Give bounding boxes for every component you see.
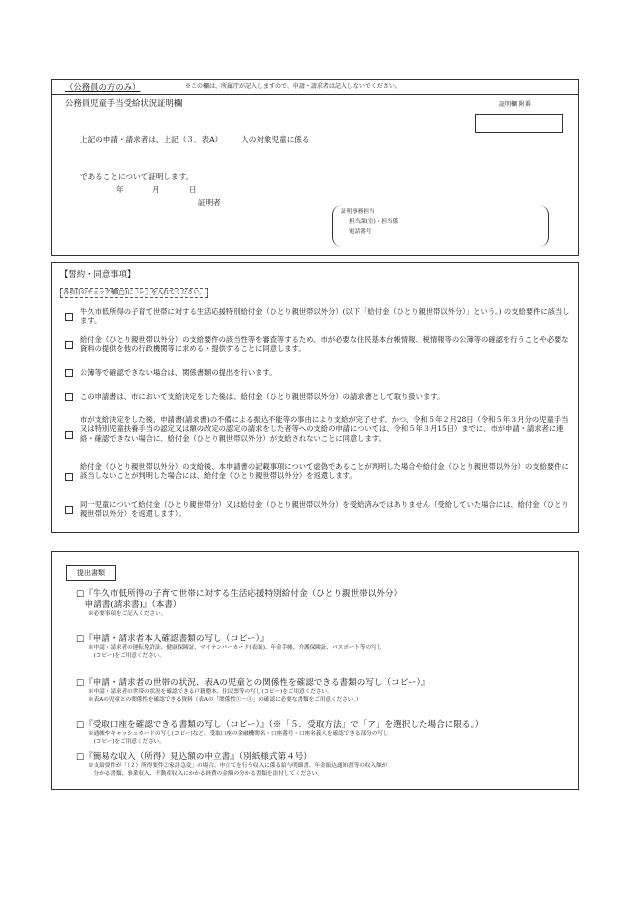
pledge-item-text: 市が支給決定をした後、申請書(請求書)の不備による振込不能等の事由により支給が完了せず、かつ、令和５年２月28日（令和５年３月分の児童手当又は特別児童扶養手当の認定又は額の改定の認定の請求をした者等への支給の申請については、令和５年３月15日）までに、市が申請・請求者に連絡・確認できない場合に、給付金（ひとり親世帯以外分）が支給されないことに同意します。 (80, 415, 569, 443)
doc-item (76, 634, 382, 660)
pledge-checkbox[interactable] (65, 431, 73, 439)
pledge-section (51, 262, 579, 533)
official-header-label: （公務員の方のみ） (65, 82, 141, 92)
doc-item-note: ※支給要件が「（２）所得要件②家計急変」の場合、申立てを行う収入に係る給与明細書、年金振込通知書等の収入額が (88, 763, 388, 769)
contact-dept: 担当課(室)・担当係 (349, 219, 399, 225)
doc-item-title-cont: 申請書(請求書)』（本書） (76, 600, 182, 610)
pledge-checkbox[interactable] (65, 473, 73, 481)
doc-item-note: 分かる書類、事業収入、不動産収入にかかる経費の金額の分かる書類を添付してください。 (88, 770, 323, 777)
submission-documents-section (51, 551, 579, 790)
doc-item-title: □『受取口座を確認できる書類の写し（コピー）』（※「５．受取方法」で「ア」を選択した場合に限る。） (76, 720, 484, 730)
doc-item-title: □『簡易な収入（所得）見込額の申立書』（別紙様式第４号） (76, 752, 312, 762)
contact-title: 証明事務担当 (341, 209, 375, 215)
official-line-2: であることについて証明します。 (80, 172, 194, 181)
date-month: 月 (152, 185, 160, 194)
doc-item-title: □『申請・請求者の世帯の状況、表Aの児童との関係性を確認できる書類の写し（コピー）』 (76, 678, 430, 688)
contact-phone: 電話番号 (349, 229, 372, 235)
doc-item-note: ※表Aの児童との関係性を確認できる資料（表Aの「関係性①～④」の確認に必要な書類をご用意ください。） (88, 696, 362, 703)
pledge-item-text: 給付金（ひとり親世帯以外分）の支給要件の該当性等を審査等するため、市が必要な住民基本台帳情報、税情報等の公簿等の確認を行うことや必要な資料の提供を他の行政機関等に求める・提供することに同意します。 (80, 335, 569, 354)
pledge-item-text: 牛久市低所得の子育て世帯に対する生活応援特別給付金（ひとり親世帯以外分）(以下「給付金（ひとり親世帯以外分）」という。) の支給要件に該当します。 (80, 307, 570, 326)
pledge-item (65, 368, 570, 378)
official-title: 公務員児童手当受給状況証明欄 (65, 98, 183, 108)
official-certification-section (51, 79, 579, 256)
cert-no-field[interactable] (475, 114, 563, 133)
pledge-item (65, 307, 570, 327)
doc-item (76, 752, 387, 778)
official-header-note: ※この欄は、所属庁が記入しますので、申請・請求者は記入しないでください。 (185, 83, 401, 90)
doc-item-note: (コピー)をご用意ください。 (88, 652, 165, 659)
pledge-item-text: 公簿等で確認できない場合は、関係書類の提出を行います。 (80, 368, 277, 377)
pledge-item (65, 462, 570, 492)
doc-item (76, 720, 483, 746)
pledge-item-text: 同一児童について給付金（ひとり親世帯分）又は給付金（ひとり親世帯以外分）を受給済みではありません（受給していた場合には、給付金（ひとり親世帯以外分）を返還します）。 (80, 500, 569, 519)
pledge-checkbox[interactable] (65, 313, 73, 321)
docs-title: 提出書類 (66, 565, 116, 581)
doc-item-note: ※申請・請求者の世帯の状況を確認できる戸籍謄本、住民票等の写し(コピー)をご用意ください。 (88, 689, 333, 695)
date-day: 日 (189, 185, 197, 194)
pledge-item (65, 392, 570, 402)
pledge-item (65, 335, 570, 355)
pledge-item (65, 415, 570, 455)
cert-no-label: 証明欄 附番 (499, 101, 531, 108)
pledge-item-text: この申請書は、市において支給決定をした後は、給付金（ひとり親世帯以外分）の請求書として取り扱います。 (80, 392, 445, 401)
doc-item-note: ※通帳やキャッシュカードの写し(コピー)など、受取口座の金融機関名・口座番号・口座名義人を確認できる部分の写し (88, 731, 389, 737)
certifier-label: 証明者 (198, 198, 221, 207)
official-header (52, 80, 578, 95)
official-line-1: 上記の申請・請求者は、上記（３．表A） 人の対象児童に係る (80, 135, 310, 144)
doc-item (76, 589, 402, 619)
check-instruction: 各項目のチェック欄(□)に「レ」を入れてください。 (60, 288, 208, 298)
pledge-checkbox[interactable] (65, 341, 73, 349)
pledge-checkbox[interactable] (65, 369, 73, 377)
pledge-checkbox[interactable] (65, 393, 73, 401)
doc-item-note: ※必要事項をご記入ください。 (88, 611, 167, 617)
doc-item-title: □『牛久市低所得の子育て世帯に対する生活応援特別給付金（ひとり親世帯以外分） (76, 589, 403, 599)
doc-item-title: □『申請・請求者本人確認書類の写し（コピー）』 (76, 634, 269, 644)
contact-bracket (332, 205, 549, 247)
pledge-checkbox[interactable] (65, 506, 73, 514)
doc-item (76, 678, 429, 704)
pledge-item (65, 500, 570, 520)
pledge-item-text: 給付金（ひとり親世帯以外分）の支給後、本申請書の記載事項について虚偽であることが判明した場合や給付金（ひとり親世帯以外分）の支給要件に該当しないことが判明した場合には、給付金（ひとり親世帯以外分）を返還します。 (80, 462, 569, 481)
pledge-title: 【誓約・同意事項】 (60, 269, 136, 279)
doc-item-note: ※申請・請求者の運転免許証、健康保険証、マイナンバーカード(表面)、年金手帳、介護保険証、パスポート等の写し (88, 645, 383, 651)
doc-item-note: (コピー)をご用意ください。 (88, 738, 165, 745)
date-year: 年 (116, 185, 124, 194)
